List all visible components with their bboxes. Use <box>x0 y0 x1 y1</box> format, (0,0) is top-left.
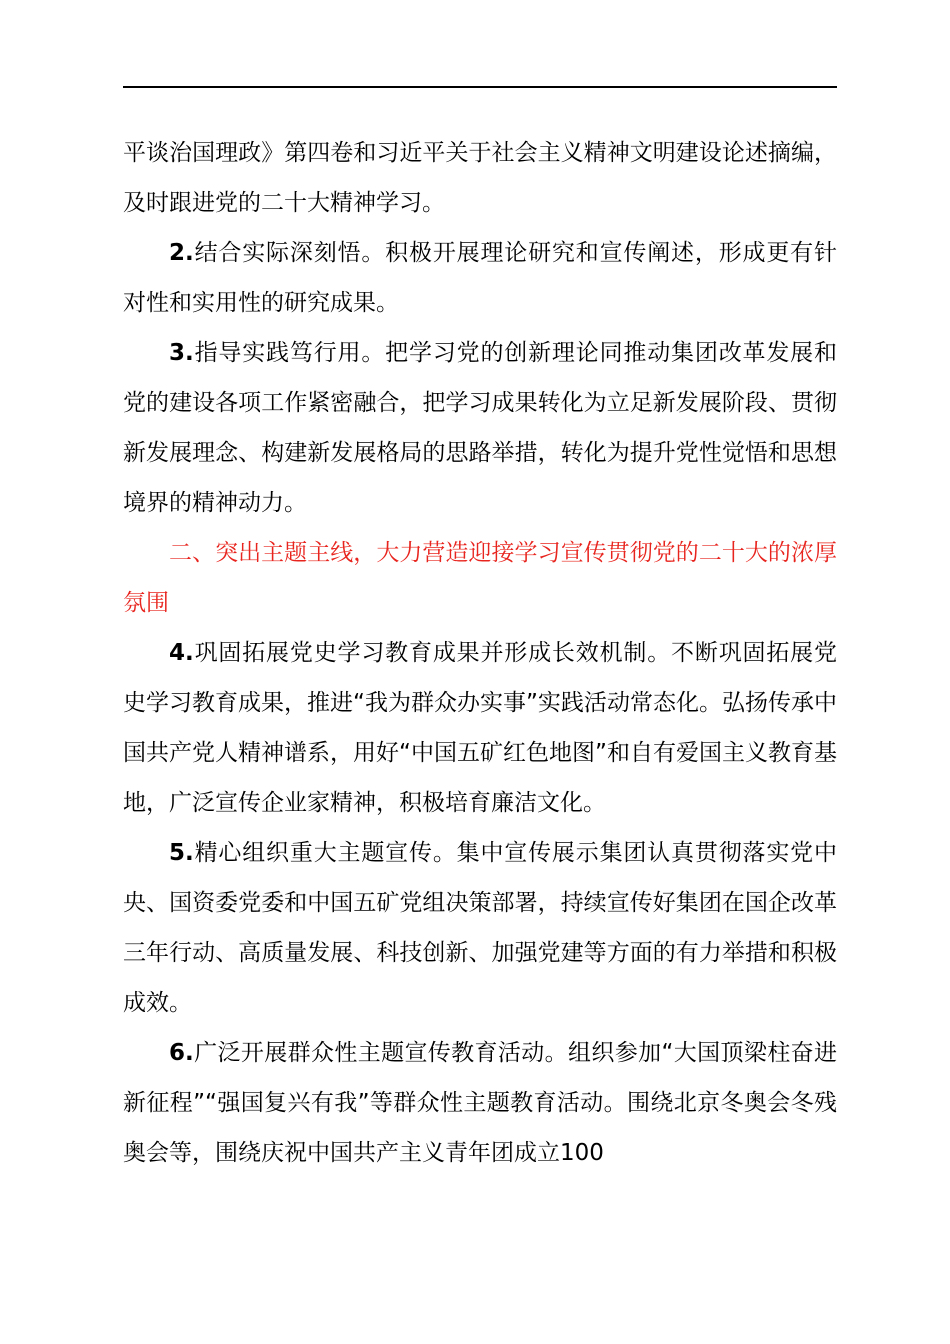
item-text: 结合实际深刻悟。积极开展理论研究和宣传阐述，形成更有针对性和实用性的研究成果。 <box>123 240 837 316</box>
header-rule <box>123 86 837 88</box>
item-number: 5. <box>169 840 194 866</box>
paragraph-continuation <box>123 128 837 228</box>
item-number: 6. <box>169 1040 194 1066</box>
item-number: 3. <box>169 340 194 366</box>
list-item-3 <box>123 328 837 528</box>
item-text: 指导实践笃行用。把学习党的创新理论同推动集团改革发展和党的建设各项工作紧密融合，把学习成果转化为立足新发展阶段、贯彻新发展理念、构建新发展格局的思路举措，转化为提升党性觉悟和思想境界的精神动力。 <box>123 340 837 516</box>
list-item-2 <box>123 228 837 328</box>
list-item-6 <box>123 1028 837 1178</box>
item-text: 精心组织重大主题宣传。集中宣传展示集团认真贯彻落实党中央、国资委党委和中国五矿党组决策部署，持续宣传好集团在国企改革三年行动、高质量发展、科技创新、加强党建等方面的有力举措和积极成效。 <box>123 840 837 1016</box>
document-body <box>123 128 837 1178</box>
item-text: 广泛开展群众性主题宣传教育活动。组织参加“大国顶梁柱奋进新征程”“强国复兴有我”等群众性主题教育活动。围绕北京冬奥会冬残奥会等，围绕庆祝中国共产主义青年团成立100 <box>123 1040 837 1166</box>
section-heading-text: 二、突出主题主线，大力营造迎接学习宣传贯彻党的二十大的浓厚氛围 <box>123 540 837 616</box>
item-number: 2. <box>169 240 194 266</box>
paragraph-text: 平谈治国理政》第四卷和习近平关于社会主义精神文明建设论述摘编，及时跟进党的二十大精神学习。 <box>123 140 837 216</box>
list-item-4 <box>123 628 837 828</box>
item-text: 巩固拓展党史学习教育成果并形成长效机制。不断巩固拓展党史学习教育成果，推进“我为群众办实事”实践活动常态化。弘扬传承中国共产党人精神谱系，用好“中国五矿红色地图”和自有爱国主义教育基地，广泛宣传企业家精神，积极培育廉洁文化。 <box>123 640 837 816</box>
section-heading <box>123 528 837 628</box>
list-item-5 <box>123 828 837 1028</box>
item-number: 4. <box>169 640 194 666</box>
